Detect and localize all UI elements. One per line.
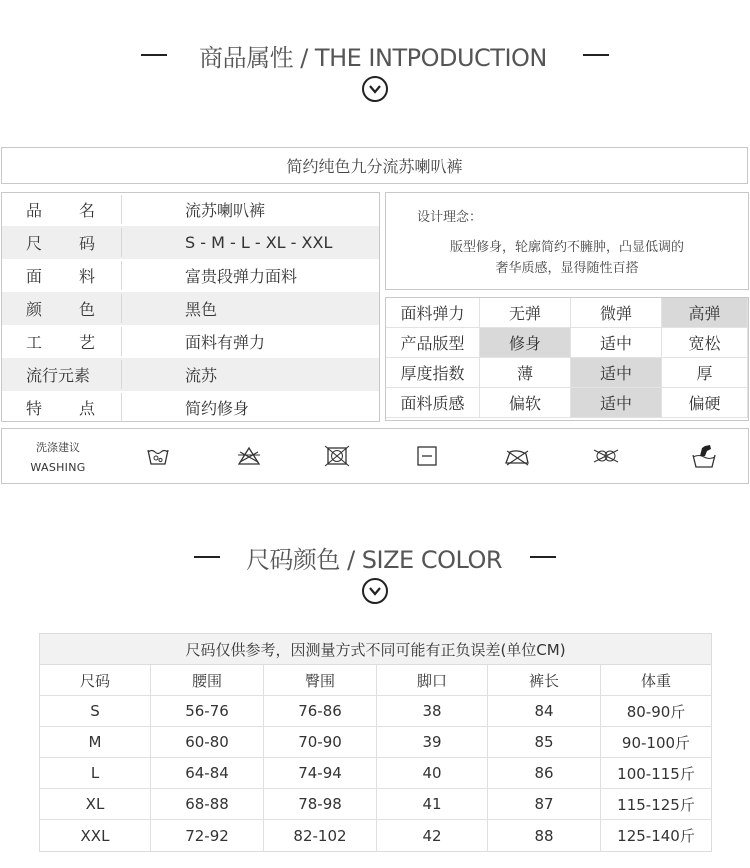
size-cell: XXL xyxy=(40,820,151,851)
product-name: 简约纯色九分流苏喇叭裤 xyxy=(286,157,463,176)
attr-row xyxy=(2,391,379,424)
no-iron-icon xyxy=(504,443,530,469)
chevron-down-circle-icon xyxy=(362,578,388,604)
section-title-size-color xyxy=(0,542,750,572)
size-note: 尺码仅供参考，因测量方式不同可能有正负误差(单位CM) xyxy=(40,634,711,665)
attr-key-char: 料 xyxy=(78,267,95,286)
attr-row xyxy=(2,259,379,292)
size-cell: 68-88 xyxy=(151,789,264,819)
size-header-cell: 体重 xyxy=(640,671,671,690)
attr-row xyxy=(2,226,379,259)
attr-key: 流行元素 xyxy=(26,366,91,385)
size-table-row xyxy=(40,696,711,727)
attr-key-char: 工 xyxy=(26,333,43,352)
size-header-cell: 尺码 xyxy=(40,665,151,695)
design-concept-box xyxy=(385,192,749,290)
size-cell: 80-90斤 xyxy=(626,702,686,721)
concept-line: 版型修身，轮廓简约不臃肿，凸显低调的 xyxy=(449,240,684,255)
size-header-cell: 脚口 xyxy=(377,665,488,695)
feature-grid xyxy=(385,297,749,421)
feature-grid-cells xyxy=(386,298,748,418)
size-cell: 74-94 xyxy=(264,758,377,788)
feature-option: 适中 xyxy=(571,358,662,388)
size-cell: 84 xyxy=(488,696,601,726)
attr-key-char: 色 xyxy=(78,300,95,319)
dry-flat-icon xyxy=(414,443,440,469)
attr-key-char: 名 xyxy=(78,201,95,220)
size-table-row xyxy=(40,820,711,851)
size-cell: 125-140斤 xyxy=(617,827,695,845)
size-cell: M xyxy=(40,727,151,757)
size-header-cell: 臀围 xyxy=(264,665,377,695)
chevron-down-circle-icon xyxy=(362,76,388,102)
attr-key-char: 艺 xyxy=(78,333,95,352)
feature-option: 薄 xyxy=(480,358,571,388)
size-cell: 87 xyxy=(488,789,601,819)
hand-wash-icon xyxy=(145,443,171,469)
concept-text xyxy=(386,237,748,279)
washing-label xyxy=(16,439,100,474)
size-cell: 115-125斤 xyxy=(617,795,695,814)
feature-option: 适中 xyxy=(571,328,662,358)
no-tumble-dry-icon xyxy=(324,443,350,469)
feature-name: 面料质感 xyxy=(386,388,480,418)
size-cell: 40 xyxy=(377,758,488,788)
attr-key-char: 面 xyxy=(26,267,43,286)
size-table-header xyxy=(40,665,711,696)
hand-wash-basin-icon xyxy=(691,443,717,469)
attr-value: 面料有弹力 xyxy=(185,333,266,352)
feature-option: 修身 xyxy=(480,328,571,358)
concept-line: 奢华质感，显得随性百搭 xyxy=(495,261,639,276)
feature-option: 无弹 xyxy=(480,298,571,328)
size-cell: 90-100斤 xyxy=(621,733,691,752)
feature-name: 厚度指数 xyxy=(386,358,480,388)
size-cell: S xyxy=(40,696,151,726)
attr-value: S - M - L - XL - XXL xyxy=(185,233,333,252)
size-table-body xyxy=(40,696,711,851)
size-cell: 82-102 xyxy=(264,820,377,851)
size-cell: 42 xyxy=(377,820,488,851)
feature-option: 偏软 xyxy=(480,388,571,418)
size-cell: 64-84 xyxy=(151,758,264,788)
size-cell: 78-98 xyxy=(264,789,377,819)
product-name-bar xyxy=(1,147,748,184)
washing-bar xyxy=(1,428,749,484)
section-title-text: 尺码颜色 / SIZE COLOR xyxy=(245,545,503,574)
feature-option: 微弹 xyxy=(571,298,662,328)
size-cell: 86 xyxy=(488,758,601,788)
feature-option: 适中 xyxy=(571,388,662,418)
size-header-cell: 腰围 xyxy=(151,665,264,695)
title-dash-right xyxy=(583,54,609,56)
size-header-cell: 裤长 xyxy=(488,665,601,695)
title-dash-left xyxy=(194,556,220,558)
size-cell: 41 xyxy=(377,789,488,819)
size-cell: 60-80 xyxy=(151,727,264,757)
attr-key-char: 特 xyxy=(26,399,43,418)
feature-option: 厚 xyxy=(662,358,748,388)
feature-option: 偏硬 xyxy=(662,388,748,418)
size-cell: 70-90 xyxy=(264,727,377,757)
size-table-row xyxy=(40,727,711,758)
attr-value: 黑色 xyxy=(185,300,218,319)
size-table xyxy=(39,633,712,852)
feature-name: 面料弹力 xyxy=(386,298,480,328)
size-cell: 56-76 xyxy=(151,696,264,726)
attr-row xyxy=(2,292,379,325)
size-cell: 72-92 xyxy=(151,820,264,851)
attr-row xyxy=(2,358,379,391)
attr-key-char: 码 xyxy=(78,234,95,253)
feature-name: 产品版型 xyxy=(386,328,480,358)
size-cell: 39 xyxy=(377,727,488,757)
size-cell: XL xyxy=(40,789,151,819)
size-cell: 38 xyxy=(377,696,488,726)
feature-option: 高弹 xyxy=(662,298,748,328)
size-cell: 85 xyxy=(488,727,601,757)
attr-row xyxy=(2,325,379,358)
feature-option: 宽松 xyxy=(662,328,748,358)
section-title-introduction xyxy=(0,40,750,70)
size-table-row xyxy=(40,758,711,789)
size-cell: 76-86 xyxy=(264,696,377,726)
attr-key-char: 品 xyxy=(26,201,43,220)
title-dash-right xyxy=(530,556,556,558)
attr-value: 简约修身 xyxy=(185,399,250,418)
size-cell: 100-115斤 xyxy=(617,764,695,783)
section-title-text: 商品属性 / THE INTPODUCTION xyxy=(199,43,547,72)
attr-value: 流苏喇叭裤 xyxy=(185,201,266,220)
washing-label-cn: 洗涤建议 xyxy=(36,441,80,454)
size-cell: L xyxy=(40,758,151,788)
attr-value: 流苏 xyxy=(185,366,218,385)
no-bleach-icon xyxy=(236,443,262,469)
attr-key-char: 颜 xyxy=(26,300,43,319)
attr-value: 富贵段弹力面料 xyxy=(185,267,298,286)
attr-key-char: 点 xyxy=(78,399,95,418)
title-dash-left xyxy=(141,54,167,56)
no-dry-clean-icon xyxy=(593,443,619,469)
attr-key-char: 尺 xyxy=(26,234,43,253)
concept-label: 设计理念： xyxy=(417,210,483,225)
size-table-row xyxy=(40,789,711,820)
washing-label-en: WASHING xyxy=(30,461,86,474)
size-cell: 88 xyxy=(488,820,601,851)
attribute-table xyxy=(1,192,380,422)
attr-row xyxy=(2,193,379,226)
